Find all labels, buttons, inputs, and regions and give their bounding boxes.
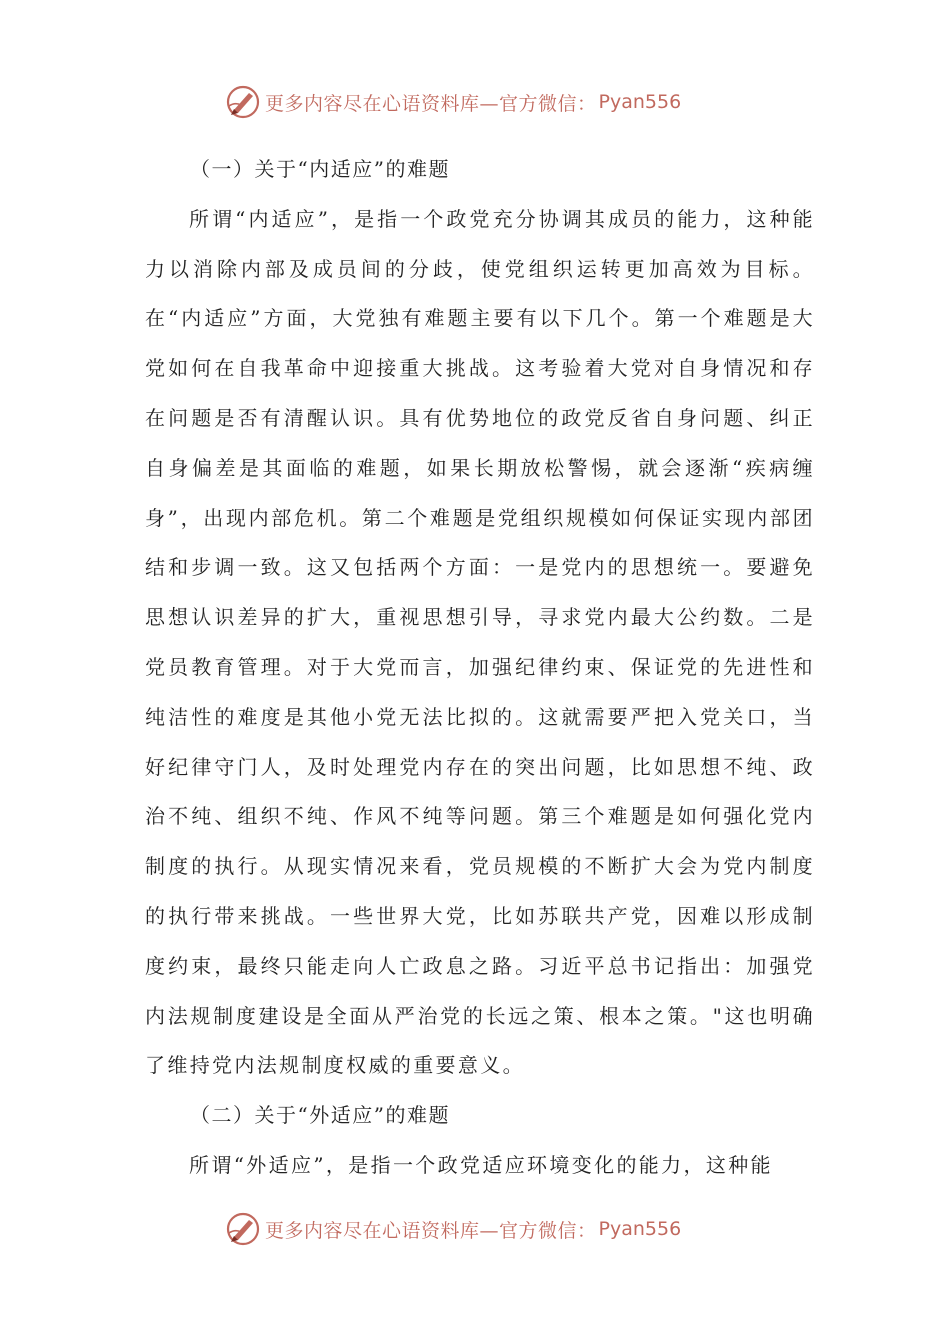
wechat-id: Pyan556: [598, 91, 682, 113]
document-body: [145, 145, 815, 1191]
pen-logo-icon: [225, 1211, 261, 1247]
section-paragraph: 所谓“外适应”，是指一个政党适应环境变化的能力，这种能: [189, 1152, 773, 1177]
section-heading: （二）关于“外适应”的难题: [190, 1103, 450, 1128]
section-heading: （一）关于“内适应”的难题: [190, 157, 450, 181]
banner-text: 更多内容尽在心语资料库—官方微信：: [265, 1219, 597, 1242]
header-banner: [225, 82, 745, 122]
section-paragraph: 所谓“内适应”，是指一个政党充分协调其成员的能力，这种能力以消除内部及成员间的分歧，使党组织运转更加高效为目标。在“内适应”方面，大党独有难题主要有以下几个。第一个难题是大党如何在自我革命中迎接重大挑战。这考验着大党对自身情况和存在问题是否有清醒认识。具有优势地位的政党反省自身问题、纠正自身偏差是其面临的难题，如果长期放松警惕，就会逐渐“疾病缠身”，出现内部危机。第二个难题是党组织规模如何保证实现内部团结和步调一致。这又包括两个方面：一是党内的思想统一。要避免思想认识差异的扩大，重视思想引导，寻求党内最大公约数。二是党员教育管理。对于大党而言，加强纪律约束、保证党的先进性和纯洁性的难度是其他小党无法比拟的。这就需要严把入党关口，当好纪律守门人，及时处理党内存在的突出问题，比如思想不纯、政治不纯、组织不纯、作风不纯等问题。第三个难题是如何强化党内制度的执行。从现实情况来看，党员规模的不断扩大会为党内制度的执行带来挑战。一些世界大党，比如苏联共产党，因难以形成制度约束，最终只能走向人亡政息之路。习近平总书记指出：加强党内法规制度建设是全面从严治党的长远之策、根本之策。"这也明确了维持党内法规制度权威的重要意义。: [145, 206, 815, 1078]
footer-banner: [225, 1209, 745, 1249]
wechat-id: Pyan556: [598, 1218, 682, 1240]
banner-text: 更多内容尽在心语资料库—官方微信：: [265, 92, 597, 115]
pen-logo-icon: [225, 84, 261, 120]
